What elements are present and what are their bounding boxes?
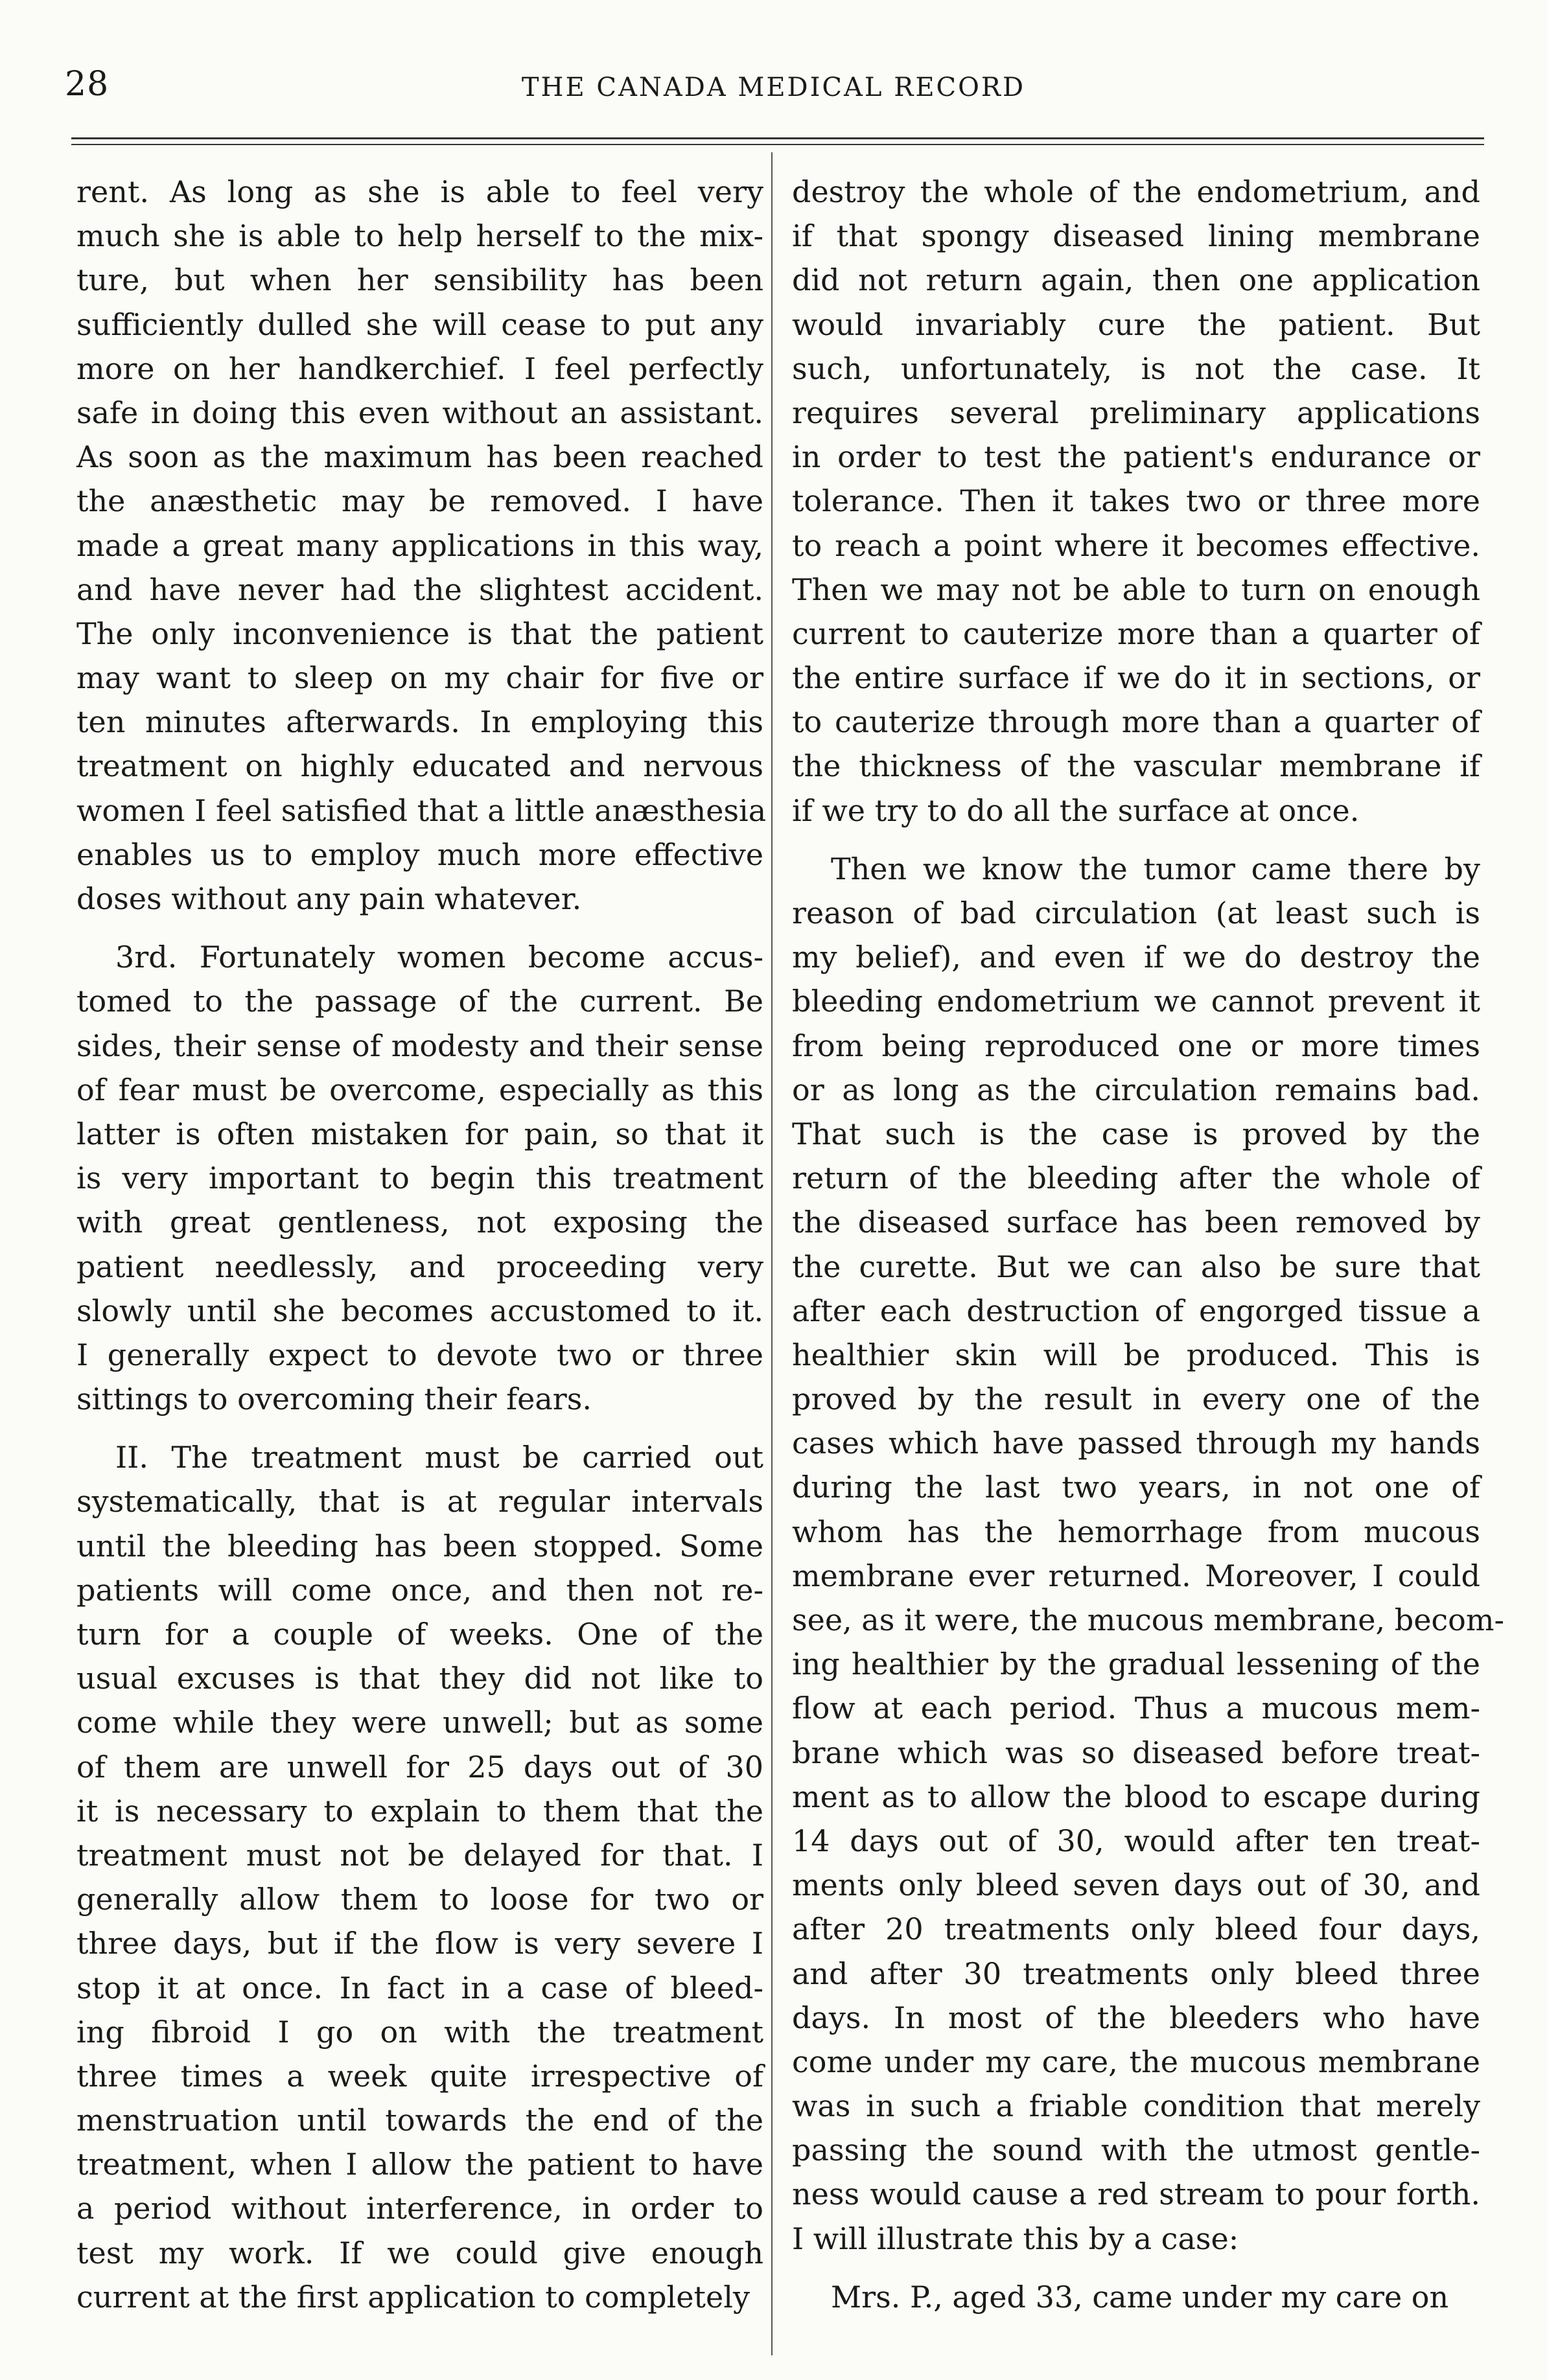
text-line: tolerance. Then it takes two or three more bbox=[792, 483, 1480, 519]
text-line: the thickness of the vascular membrane if bbox=[792, 748, 1480, 784]
text-line: ment as to allow the blood to escape during bbox=[792, 1779, 1480, 1814]
left-column bbox=[76, 170, 767, 2319]
text-line: Then we may not be able to turn on enough bbox=[792, 572, 1480, 607]
text-line: three times a week quite irrespective of bbox=[76, 2058, 763, 2094]
text-line: treatment must not be delayed for that. I bbox=[76, 1837, 763, 1873]
text-line: treatment on highly educated and nervous bbox=[76, 748, 763, 784]
text-line: stop it at once. In fact in a case of bleed- bbox=[76, 1970, 763, 2005]
text-line: As soon as the maximum has been reached bbox=[76, 439, 763, 475]
text-line: to cauterize through more than a quarter of bbox=[792, 704, 1480, 740]
text-line: Then we know the tumor came there by bbox=[831, 851, 1480, 886]
text-line: see, as it were, the mucous membrane, becom- bbox=[792, 1602, 1505, 1637]
text-line: was in such a friable condition that merely bbox=[792, 2088, 1480, 2124]
text-line: whom has the hemorrhage from mucous bbox=[792, 1514, 1480, 1549]
text-line: the entire surface if we do it in sections, or bbox=[792, 660, 1480, 696]
paragraph bbox=[76, 1435, 763, 2319]
text-line: come while they were unwell; but as some bbox=[76, 1705, 763, 1740]
text-line: sides, their sense of modesty and their sense bbox=[76, 1028, 763, 1063]
paragraph-gap bbox=[792, 833, 1480, 847]
text-line: much she is able to help herself to the mix- bbox=[76, 218, 763, 254]
text-line: treatment, when I allow the patient to have bbox=[76, 2147, 763, 2182]
text-line: more on her handkerchief. I feel perfectly bbox=[76, 351, 763, 386]
text-line: turn for a couple of weeks. One of the bbox=[76, 1617, 763, 1652]
text-line: rent. As long as she is able to feel very bbox=[76, 174, 763, 209]
text-line: if we try to do all the surface at once. bbox=[792, 792, 1360, 828]
paragraph-gap bbox=[792, 2261, 1480, 2275]
text-line: latter is often mistaken for pain, so that it bbox=[76, 1116, 763, 1151]
text-line: ing fibroid I go on with the treatment bbox=[76, 2014, 763, 2050]
text-line: enables us to employ much more effective bbox=[76, 837, 763, 872]
text-line: ing healthier by the gradual lessening of the bbox=[792, 1646, 1480, 1682]
text-line: reason of bad circulation (at least such is bbox=[792, 895, 1480, 930]
text-line: I will illustrate this by a case: bbox=[792, 2221, 1239, 2256]
text-line: such, unfortunately, is not the case. It bbox=[792, 351, 1480, 386]
text-line: if that spongy diseased lining membrane bbox=[792, 218, 1480, 254]
page-number: 28 bbox=[65, 65, 110, 104]
text-line: return of the bleeding after the whole of bbox=[792, 1161, 1480, 1196]
text-line: systematically, that is at regular intervals bbox=[76, 1484, 763, 1519]
text-line: ture, but when her sensibility has been bbox=[76, 262, 763, 298]
text-line: destroy the whole of the endometrium, and bbox=[792, 174, 1480, 209]
text-line: That such is the case is proved by the bbox=[792, 1116, 1480, 1151]
text-line: did not return again, then one application bbox=[792, 262, 1480, 298]
text-line: days. In most of the bleeders who have bbox=[792, 2000, 1480, 2035]
right-column bbox=[792, 170, 1505, 2319]
text-line: and have never had the slightest accident. bbox=[76, 572, 763, 607]
text-line: passing the sound with the utmost gentle- bbox=[792, 2132, 1480, 2168]
text-line: and after 30 treatments only bleed three bbox=[792, 1956, 1480, 1991]
text-line: of fear must be overcome, especially as this bbox=[76, 1072, 763, 1107]
text-line: after each destruction of engorged tissue a bbox=[792, 1293, 1480, 1328]
paragraph bbox=[792, 170, 1480, 833]
text-line: a period without interference, in order to bbox=[76, 2191, 763, 2226]
text-line: usual excuses is that they did not like to bbox=[76, 1661, 763, 1696]
text-line: 14 days out of 30, would after ten treat- bbox=[792, 1823, 1480, 1858]
text-line: come under my care, the mucous membrane bbox=[792, 2044, 1480, 2079]
page-header bbox=[58, 58, 1489, 117]
header-rule bbox=[71, 137, 1484, 139]
text-line: ments only bleed seven days out of 30, and bbox=[792, 1867, 1480, 1903]
running-title: THE CANADA MEDICAL RECORD bbox=[521, 73, 1026, 102]
text-line: slowly until she becomes accustomed to it. bbox=[76, 1293, 763, 1328]
text-line: 3rd. Fortunately women become accus- bbox=[115, 940, 763, 975]
column-divider bbox=[771, 152, 773, 2355]
text-line: healthier skin will be produced. This is bbox=[792, 1337, 1480, 1372]
text-line: would invariably cure the patient. But bbox=[792, 306, 1480, 342]
text-line: bleeding endometrium we cannot prevent it bbox=[792, 984, 1480, 1019]
text-line: or as long as the circulation remains bad. bbox=[792, 1072, 1480, 1107]
text-line: it is necessary to explain to them that the bbox=[76, 1793, 763, 1829]
text-line: in order to test the patient's endurance or bbox=[792, 439, 1480, 475]
text-line: membrane ever returned. Moreover, I could bbox=[792, 1558, 1480, 1593]
text-line: the diseased surface has been removed by bbox=[792, 1205, 1480, 1240]
text-line: The only inconvenience is that the patient bbox=[76, 616, 763, 651]
text-line: of them are unwell for 25 days out of 30 bbox=[76, 1749, 763, 1785]
text-line: with great gentleness, not exposing the bbox=[76, 1205, 763, 1240]
text-line: patients will come once, and then not re- bbox=[76, 1572, 763, 1608]
paragraph bbox=[792, 847, 1505, 2261]
paragraph bbox=[76, 935, 763, 1421]
text-line: may want to sleep on my chair for five or bbox=[76, 660, 763, 696]
text-line: until the bleeding has been stopped. Some bbox=[76, 1528, 763, 1564]
text-line: my belief), and even if we do destroy the bbox=[792, 940, 1480, 975]
text-line: brane which was so diseased before treat- bbox=[792, 1735, 1480, 1770]
text-line: test my work. If we could give enough bbox=[76, 2235, 763, 2270]
text-line: II. The treatment must be carried out bbox=[115, 1440, 763, 1475]
text-line: requires several preliminary applications bbox=[792, 395, 1480, 430]
text-line: generally allow them to loose for two or bbox=[76, 1882, 763, 1917]
text-line: the anæsthetic may be removed. I have bbox=[76, 483, 763, 519]
text-line: is very important to begin this treatment bbox=[76, 1161, 763, 1196]
text-line: from being reproduced one or more times bbox=[792, 1028, 1480, 1063]
text-line: current at the first application to completely bbox=[76, 2279, 750, 2315]
paragraph bbox=[792, 2275, 1480, 2319]
text-line: patient needlessly, and proceeding very bbox=[76, 1249, 763, 1284]
text-line: ten minutes afterwards. In employing this bbox=[76, 704, 763, 740]
text-line: the curette. But we can also be sure that bbox=[792, 1249, 1480, 1284]
header-rule-thin bbox=[71, 144, 1484, 145]
text-line: tomed to the passage of the current. Be bbox=[76, 984, 763, 1019]
text-line: I generally expect to devote two or three bbox=[76, 1337, 763, 1372]
text-line: sufficiently dulled she will cease to put any bbox=[76, 306, 763, 342]
text-line: made a great many applications in this way, bbox=[76, 527, 763, 563]
text-line: safe in doing this even without an assistant. bbox=[76, 395, 763, 430]
text-line: proved by the result in every one of the bbox=[792, 1381, 1480, 1417]
paragraph bbox=[76, 170, 767, 921]
text-line: sittings to overcoming their fears. bbox=[76, 1381, 592, 1417]
text-line: current to cauterize more than a quarter of bbox=[792, 616, 1480, 651]
text-line: cases which have passed through my hands bbox=[792, 1426, 1480, 1461]
text-line: flow at each period. Thus a mucous mem- bbox=[792, 1691, 1480, 1726]
paragraph-gap bbox=[76, 1421, 763, 1435]
paragraph-gap bbox=[76, 921, 763, 935]
text-line: to reach a point where it becomes effective. bbox=[792, 527, 1480, 563]
text-line: after 20 treatments only bleed four days, bbox=[792, 1912, 1480, 1947]
text-line: three days, but if the flow is very severe I bbox=[76, 1926, 763, 1961]
text-line: menstruation until towards the end of the bbox=[76, 2103, 763, 2138]
text-line: during the last two years, in not one of bbox=[792, 1470, 1480, 1505]
text-line: Mrs. P., aged 33, came under my care on bbox=[831, 2279, 1449, 2315]
text-line: women I feel satisfied that a little anæsthesia bbox=[76, 792, 767, 828]
text-line: doses without any pain whatever. bbox=[76, 881, 582, 916]
text-line: ness would cause a red stream to pour forth. bbox=[792, 2177, 1480, 2212]
